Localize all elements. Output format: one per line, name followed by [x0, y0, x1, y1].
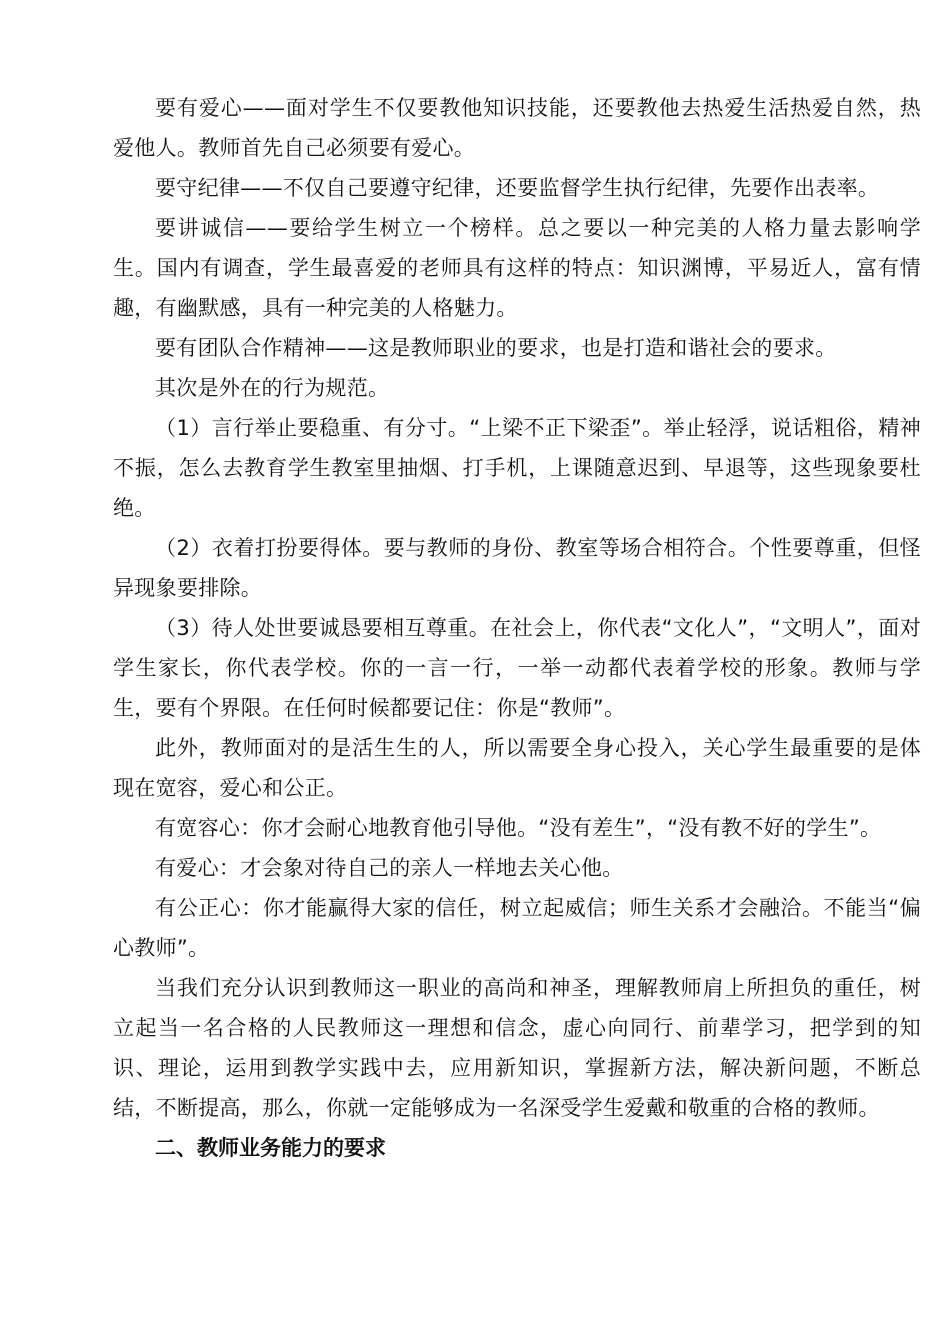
paragraph-item-3: （3）待人处世要诚恳要相互尊重。在社会上，你代表“文化人”，“文明人”，面对学生家长，你代表学校。你的一言一行，一举一动都代表着学校的形象。教师与学生，要有个界限。在任何时候都要记住：你是“教师”。: [113, 616, 921, 720]
paragraph-tolerance: 有宽容心：你才会耐心地教育他引导他。“没有差生”，“没有教不好的学生”。: [155, 816, 882, 840]
paragraph-caring: 有爱心：才会象对待自己的亲人一样地去关心他。: [155, 856, 624, 880]
paragraph-fairness: 有公正心：你才能赢得大家的信任，树立起威信；师生关系才会融洽。不能当“偏心教师”。: [113, 896, 921, 960]
document-body: [113, 88, 921, 1168]
paragraph-item-1: （1）言行举止要稳重、有分寸。“上梁不正下梁歪”。举止轻浮，说话粗俗，精神不振，怎么去教育学生教室里抽烟、打手机，上课随意迟到、早退等，这些现象要杜绝。: [113, 416, 921, 520]
paragraph-item-2: （2）衣着打扮要得体。要与教师的身份、教室等场合相符合。个性要尊重，但怪异现象要排除。: [113, 536, 921, 600]
paragraph-discipline: 要守纪律——不仅自己要遵守纪律，还要监督学生执行纪律，先要作出表率。: [155, 176, 880, 200]
paragraph-conclusion: 当我们充分认识到教师这一职业的高尚和神圣，理解教师肩上所担负的重任，树立起当一名合格的人民教师这一理想和信念，虚心向同行、前辈学习，把学到的知识、理论，运用到教学实践中去，应用新知识，掌握新方法，解决新问题，不断总结，不断提高，那么，你就一定能够成为一名深受学生爱戴和敬重的合格的教师。: [113, 976, 921, 1120]
paragraph-teamwork: 要有团队合作精神——这是教师职业的要求，也是打造和谐社会的要求。: [155, 336, 837, 360]
paragraph-love: 要有爱心——面对学生不仅要教他知识技能，还要教他去热爱生活热爱自然，热爱他人。教师首先自己必须要有爱心。: [113, 96, 921, 160]
paragraph-besides: 此外，教师面对的是活生生的人，所以需要全身心投入，关心学生最重要的是体现在宽容，爱心和公正。: [113, 736, 921, 800]
section-heading: 二、教师业务能力的要求: [155, 1136, 386, 1160]
paragraph-integrity: 要讲诚信——要给学生树立一个榜样。总之要以一种完美的人格力量去影响学生。国内有调查，学生最喜爱的老师具有这样的特点：知识渊博，平易近人，富有情趣，有幽默感，具有一种完美的人格魅力。: [113, 216, 921, 320]
paragraph-external-norms: 其次是外在的行为规范。: [155, 376, 390, 400]
